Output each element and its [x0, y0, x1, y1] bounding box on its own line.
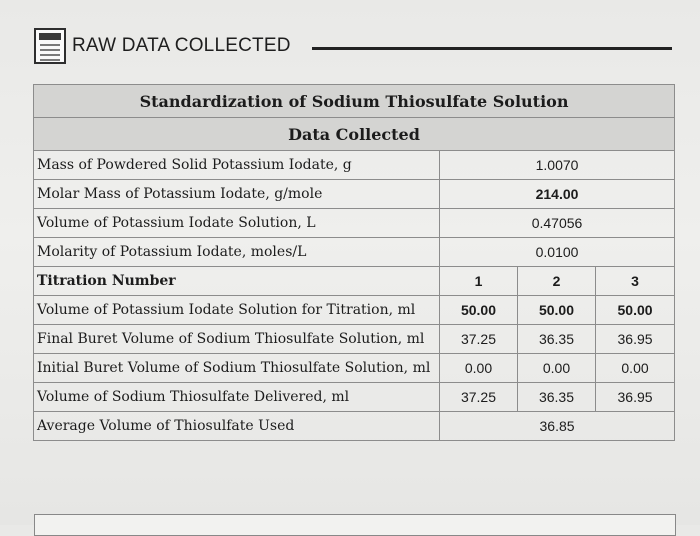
document-icon	[34, 28, 66, 64]
titration-number-3: 3	[596, 267, 675, 296]
average-value: 36.85	[440, 412, 675, 441]
average-label: Average Volume of Thiosulfate Used	[34, 412, 440, 441]
cell-trial-2: 50.00	[518, 296, 596, 325]
row-label: Volume of Potassium Iodate Solution for Titration, ml	[34, 296, 440, 325]
row-label: Volume of Potassium Iodate Solution, L	[34, 209, 440, 238]
section-title: RAW DATA COLLECTED	[72, 35, 291, 56]
row-value: 1.0070	[440, 151, 675, 180]
next-section-box	[34, 514, 676, 536]
cell-trial-1: 37.25	[440, 325, 518, 354]
raw-data-table-container	[33, 84, 674, 441]
cell-trial-3: 50.00	[596, 296, 675, 325]
row-value: 0.0100	[440, 238, 675, 267]
table-row	[34, 325, 675, 354]
table-row	[34, 151, 675, 180]
raw-data-table	[33, 84, 675, 441]
row-label: Mass of Powdered Solid Potassium Iodate, g	[34, 151, 440, 180]
table-row	[34, 383, 675, 412]
cell-trial-1: 37.25	[440, 383, 518, 412]
row-label: Molarity of Potassium Iodate, moles/L	[34, 238, 440, 267]
row-label: Final Buret Volume of Sodium Thiosulfate Solution, ml	[34, 325, 440, 354]
row-label: Volume of Sodium Thiosulfate Delivered, ml	[34, 383, 440, 412]
titration-number-1: 1	[440, 267, 518, 296]
table-row	[34, 354, 675, 383]
average-row	[34, 412, 675, 441]
titration-number-row	[34, 267, 675, 296]
row-label: Initial Buret Volume of Sodium Thiosulfate Solution, ml	[34, 354, 440, 383]
cell-trial-3: 36.95	[596, 325, 675, 354]
table-subtitle: Data Collected	[34, 118, 675, 151]
row-label: Molar Mass of Potassium Iodate, g/mole	[34, 180, 440, 209]
table-row	[34, 296, 675, 325]
table-row	[34, 238, 675, 267]
table-row	[34, 209, 675, 238]
row-value: 0.47056	[440, 209, 675, 238]
table-row	[34, 180, 675, 209]
section-header	[34, 26, 674, 66]
title-rule	[312, 47, 672, 50]
row-value: 214.00	[440, 180, 675, 209]
cell-trial-2: 0.00	[518, 354, 596, 383]
cell-trial-1: 0.00	[440, 354, 518, 383]
cell-trial-2: 36.35	[518, 383, 596, 412]
table-subtitle-row	[34, 118, 675, 151]
titration-number-label: Titration Number	[34, 267, 440, 296]
cell-trial-1: 50.00	[440, 296, 518, 325]
cell-trial-3: 0.00	[596, 354, 675, 383]
table-title: Standardization of Sodium Thiosulfate Solution	[34, 85, 675, 118]
titration-number-2: 2	[518, 267, 596, 296]
cell-trial-3: 36.95	[596, 383, 675, 412]
cell-trial-2: 36.35	[518, 325, 596, 354]
table-title-row	[34, 85, 675, 118]
